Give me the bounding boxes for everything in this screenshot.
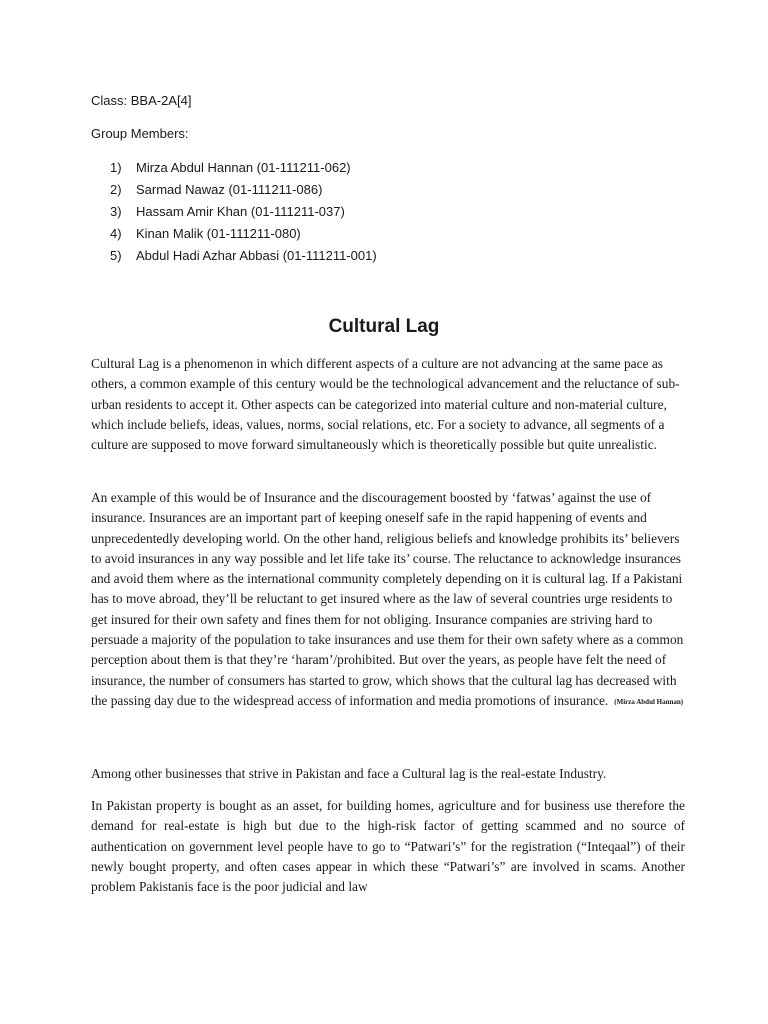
member-name: Kinan Malik (01-111211-080) (136, 226, 301, 241)
list-item (110, 201, 377, 223)
member-name: Sarmad Nawaz (01-111211-086) (136, 182, 323, 197)
member-name: Abdul Hadi Azhar Abbasi (01-111211-001) (136, 248, 377, 263)
paragraph-real-estate-detail: In Pakistan property is bought as an asset, for building homes, agriculture and for business use therefore the demand for real-estate is high but due to the high-risk factor of getting scammed and no source of authentication on government level people have to go to “Patwari’s” for the registration (“Inteqaal”) of their newly bought property, and often cases appear in which these “Patwari’s” are involved in scams. Another problem Pakistanis face is the poor judicial and law (91, 798, 685, 895)
list-number: 5) (110, 248, 122, 263)
paragraph-real-estate-intro: Among other businesses that strive in Pakistan and face a Cultural lag is the real-estate Industry. (91, 766, 607, 781)
list-number: 4) (110, 226, 122, 241)
paragraph-insurance-text: An example of this would be of Insurance and the discouragement boosted by ‘fatwas’ against the use of insurance. Insurances are an important part of keeping oneself safe in the rapid happening of events and unprecedentedly developing world. On the other hand, religious beliefs and knowledge prohibits its’ believers to avoid insurances in any way possible and let life take its’ course. The reluctance to acknowledge insurances and avoid them where as the international community completely depending on it is cultural lag. If a Pakistani has to move abroad, they’ll be reluctant to get insured where as the law of several countries urge residents to get insured for their own safety and fines them for not obliging. Insurance companies are striving hard to persuade a majority of the population to take insurances and use them for their own safety where as a common perception about them is that they’re ‘haram’/prohibited. But over the years, as people have felt the need of insurance, the number of consumers has started to grow, which shows that the cultural lag has decreased with the passing day due to the widespread access of information and media promotions of insurance. (91, 490, 684, 708)
list-item (110, 245, 377, 267)
list-number: 3) (110, 204, 122, 219)
paragraph-insurance-example (91, 488, 685, 712)
member-name: Mirza Abdul Hannan (01-111211-062) (136, 160, 351, 175)
group-members-list (110, 157, 377, 267)
list-item (110, 223, 377, 245)
author-attribution: (Mirza Abdul Hannan) (614, 697, 684, 706)
list-number: 1) (110, 160, 122, 175)
list-number: 2) (110, 182, 122, 197)
list-item (110, 157, 377, 179)
paragraph-intro: Cultural Lag is a phenomenon in which different aspects of a culture are not advancing at the same pace as others, a common example of this century would be the technological advancement and the reluctance of sub-urban residents to accept it. Other aspects can be categorized into material culture and non-material culture, which include beliefs, ideas, values, norms, social relations, etc. For a society to advance, all segments of a culture are supposed to move forward simultaneously which is theoretically possible but quite unrealistic. (91, 356, 680, 453)
document-title: Cultural Lag (328, 316, 440, 337)
list-item (110, 179, 377, 201)
group-members-heading: Group Members: (91, 126, 189, 141)
class-line: Class: BBA-2A[4] (91, 93, 192, 108)
member-name: Hassam Amir Khan (01-111211-037) (136, 204, 345, 219)
